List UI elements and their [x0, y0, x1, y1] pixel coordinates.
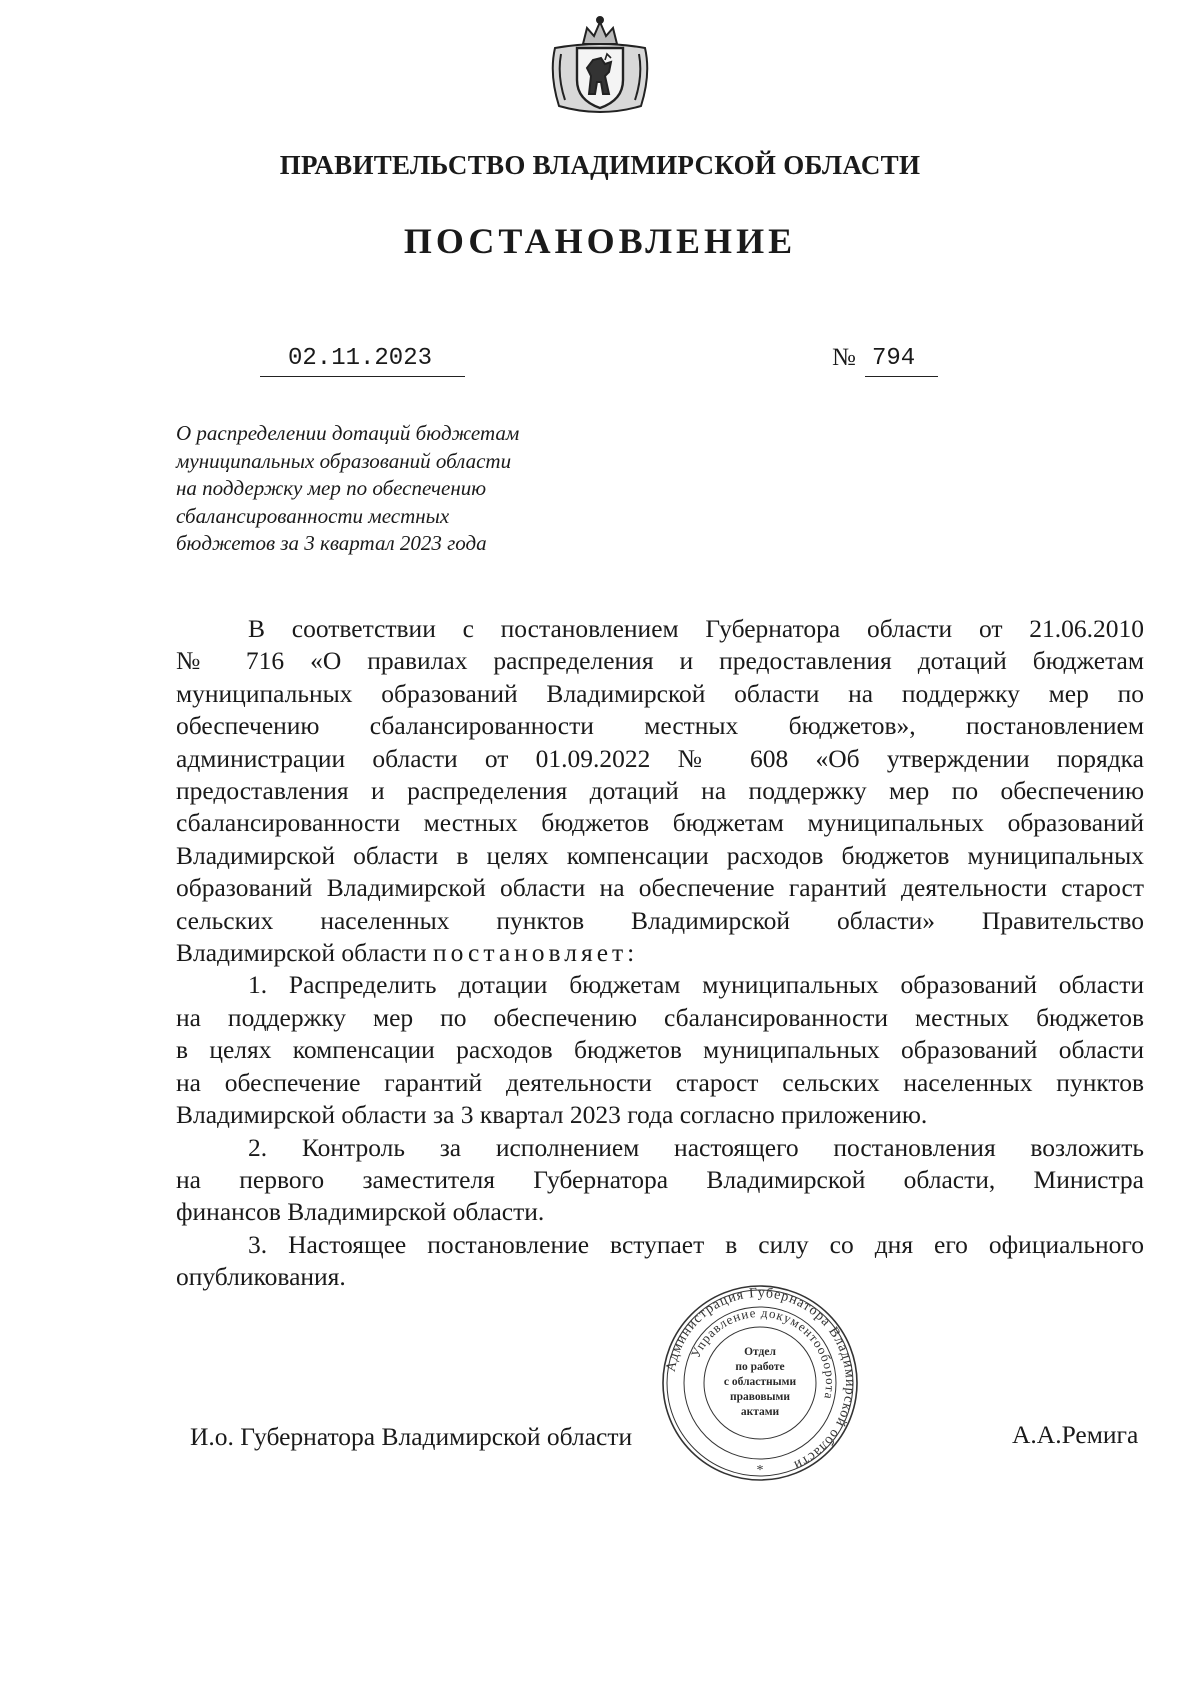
- preamble-line: предоставления и распределения дотаций на поддержку мер по обеспечению: [176, 776, 1144, 806]
- number-underline: [865, 376, 938, 377]
- preamble-line: муниципальных образований Владимирской области на поддержку мер по: [176, 678, 1144, 708]
- signatory-name: А.А.Ремига: [1012, 1420, 1139, 1449]
- preamble-line: Владимирской области в целях компенсации расходов бюджетов муниципальных: [176, 840, 1144, 870]
- document-body: [176, 613, 1144, 1294]
- item1-line: на поддержку мер по обеспечению сбалансированности местных бюджетов: [176, 1002, 1144, 1032]
- subject-line: сбалансированности местных: [176, 503, 450, 528]
- preamble-line: обеспечению сбалансированности местных бюджетов», постановлением: [176, 711, 1144, 741]
- preamble-line: № 716 «О правилах распределения и предоставления дотаций бюджетам: [176, 646, 1144, 676]
- subject-line: О распределении дотаций бюджетам: [176, 421, 520, 445]
- resolves-word: постановляет:: [433, 938, 639, 968]
- coat-of-arms-icon: [545, 14, 655, 116]
- preamble-line: образований Владимирской области на обеспечение гарантий деятельности старост: [176, 873, 1144, 903]
- document-date: 02.11.2023: [287, 345, 433, 372]
- stamp-center-line: с областными: [723, 1376, 797, 1388]
- stamp-center-line: актами: [740, 1406, 780, 1418]
- item3-line: 3. Настоящее постановление вступает в силу со дня его официального: [248, 1229, 1144, 1259]
- document-number: 794: [872, 345, 916, 372]
- subject-line: муниципальных образований области: [176, 448, 512, 473]
- preamble-last-prefix: Владимирской области: [176, 938, 434, 968]
- item1-line: на обеспечение гарантий деятельности старост сельских населенных пунктов: [176, 1067, 1144, 1097]
- item1-line: Владимирской области за 3 квартал 2023 года согласно приложению.: [176, 1100, 928, 1130]
- stamp-inner-text: Управление документооборота: [687, 1304, 839, 1402]
- signatory-position: И.о. Губернатора Владимирской области: [190, 1422, 633, 1451]
- item2-line: на первого заместителя Губернатора Владимирской области, Министра: [176, 1164, 1144, 1194]
- date-underline: [260, 376, 465, 377]
- item3-line: опубликования.: [176, 1262, 346, 1292]
- number-sign: №: [832, 344, 856, 371]
- preamble-line-last: [176, 937, 1144, 969]
- subject-line: бюджетов за 3 квартал 2023 года: [176, 531, 487, 555]
- stamp-center-text: [706, 1345, 814, 1420]
- preamble-line: сельских населенных пунктов Владимирской области» Правительство: [176, 905, 1144, 935]
- authority-title: ПРАВИТЕЛЬСТВО ВЛАДИМИРСКОЙ ОБЛАСТИ: [279, 150, 921, 180]
- stamp-center-line: правовыми: [729, 1391, 790, 1403]
- item1-line: 1. Распределить дотации бюджетам муниципальных образований области: [248, 970, 1144, 1000]
- stamp-center-line: по работе: [735, 1361, 785, 1373]
- preamble-line: сбалансированности местных бюджетов бюджетам муниципальных образований: [176, 808, 1144, 838]
- stamp-outer-text: Администрация Губернатора Владимирской области: [663, 1285, 858, 1473]
- official-stamp: [660, 1283, 860, 1483]
- preamble-line: администрации области от 01.09.2022 № 608 «Об утверждении порядка: [176, 743, 1144, 773]
- item2-line: финансов Владимирской области.: [176, 1197, 545, 1227]
- item1-line: в целях компенсации расходов бюджетов муниципальных образований области: [176, 1035, 1144, 1065]
- stamp-center-line: Отдел: [744, 1346, 776, 1358]
- document-subject: [176, 420, 596, 558]
- item2-line: 2. Контроль за исполнением настоящего постановления возложить: [248, 1132, 1144, 1162]
- preamble-line: В соответствии с постановлением Губернатора области от 21.06.2010: [248, 614, 1144, 643]
- stamp-star: *: [756, 1463, 764, 1478]
- subject-line: на поддержку мер по обеспечению: [176, 476, 487, 500]
- document-type: ПОСТАНОВЛЕНИЕ: [403, 221, 797, 261]
